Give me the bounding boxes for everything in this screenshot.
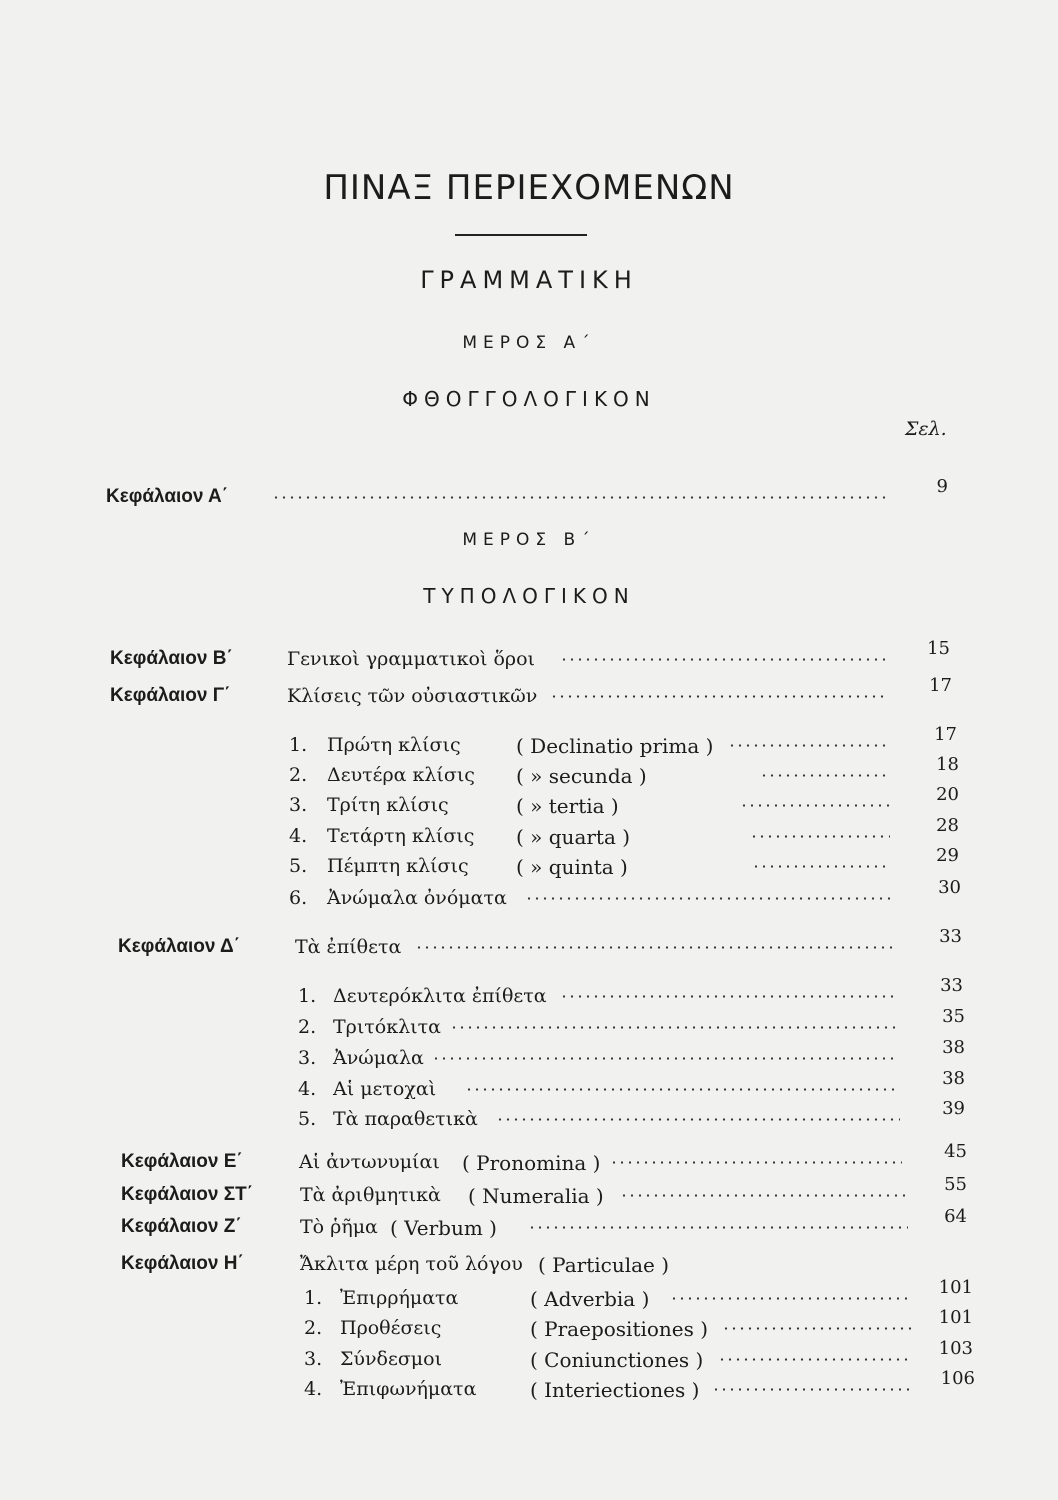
toc-row-chapter-z[interactable]: [0, 1206, 1058, 1246]
page-number: 64: [944, 1206, 967, 1227]
item-gloss: ( Coniunctiones ): [530, 1348, 704, 1372]
leader-dots: [432, 1057, 899, 1060]
leader-dots: [740, 804, 890, 807]
chapter-label: Κεφάλαιον ΣΤ΄: [121, 1184, 254, 1205]
leader-dots: [750, 835, 890, 838]
page-column-label: Σελ.: [905, 418, 947, 440]
leader-dots: [718, 1358, 912, 1361]
item-number: 4.: [289, 825, 308, 847]
item-number: 5.: [289, 855, 308, 877]
leader-dots: [620, 1194, 905, 1197]
item-title: Αἱ μετοχαὶ: [333, 1078, 437, 1100]
chapter-label: Κεφάλαιον Δ΄: [118, 936, 241, 957]
page-number: 38: [942, 1068, 965, 1089]
toc-row-chapter-e[interactable]: [0, 1141, 1058, 1181]
leader-dots: [722, 1327, 912, 1330]
item-gloss: ( Declinatio prima ): [516, 734, 714, 758]
chapter-label: Κεφάλαιον Η΄: [121, 1253, 244, 1274]
toc-row-chapter-g[interactable]: [0, 675, 1058, 715]
item-number: 1.: [289, 734, 308, 756]
toc-subrow[interactable]: [0, 1277, 1058, 1317]
leader-dots: [610, 1161, 902, 1164]
page-number: 9: [936, 476, 948, 497]
page-number: 103: [938, 1338, 973, 1359]
part-b-label: ΜΕΡΟΣ Β΄: [462, 530, 596, 550]
page-number: 33: [939, 926, 962, 947]
item-title: Ἀνώμαλα ὀνόματα: [327, 887, 507, 909]
chapter-gloss: ( Pronomina ): [462, 1151, 601, 1175]
item-number: 2.: [298, 1016, 317, 1038]
leader-dots: [450, 1026, 897, 1029]
toc-row-chapter-d[interactable]: [0, 926, 1058, 966]
item-title: Τριτόκλιτα: [333, 1016, 441, 1038]
page-title: ΠΙΝΑΞ ΠΕΡΙΕΧΟΜΕΝΩΝ: [323, 168, 735, 208]
leader-dots: [496, 1118, 900, 1121]
item-number: 4.: [304, 1378, 323, 1400]
page-number: 17: [934, 724, 957, 745]
page-number: 33: [940, 975, 963, 996]
page-number: 38: [942, 1037, 965, 1058]
toc-subrow[interactable]: [0, 784, 1058, 824]
toc-subrow[interactable]: [0, 877, 1058, 917]
page-number: 35: [942, 1006, 965, 1027]
part-a-section: ΦΘΟΓΓΟΛΟΓΙΚΟΝ: [402, 387, 656, 411]
leader-dots: [560, 658, 888, 661]
toc-subrow[interactable]: [0, 754, 1058, 794]
toc-row-chapter-h[interactable]: [0, 1253, 1058, 1283]
page-number: 106: [940, 1368, 975, 1389]
chapter-title: Ἄκλιτα μέρη τοῦ λόγου: [300, 1253, 523, 1275]
chapter-label: Κεφάλαιον Ζ΄: [121, 1216, 242, 1237]
chapter-title: Τὰ ἀριθμητικὰ: [300, 1184, 441, 1206]
chapter-label: Κεφάλαιον Γ΄: [110, 685, 231, 706]
item-title: Ἐπιφωνήματα: [340, 1378, 477, 1400]
item-title: Τρίτη κλίσις: [327, 794, 449, 816]
item-number: 3.: [298, 1047, 317, 1069]
item-title: Ἀνώμαλα: [333, 1047, 424, 1069]
page-number: 17: [929, 675, 952, 696]
toc-subrow[interactable]: [0, 845, 1058, 885]
chapter-title: Τὰ ἐπίθετα: [295, 936, 402, 958]
item-number: 5.: [298, 1108, 317, 1130]
item-gloss: ( Interiectiones ): [530, 1378, 700, 1402]
item-number: 2.: [289, 764, 308, 786]
item-number: 3.: [289, 794, 308, 816]
leader-dots: [752, 865, 890, 868]
page-number: 15: [927, 638, 950, 659]
toc-subrow[interactable]: [0, 1068, 1058, 1108]
item-title: Σύνδεσμοι: [340, 1348, 443, 1370]
chapter-label: Κεφάλαιον Β΄: [110, 648, 233, 669]
chapter-gloss: ( Numeralia ): [468, 1184, 604, 1208]
item-title: Δευτέρα κλίσις: [327, 764, 475, 786]
item-gloss: ( » secunda ): [516, 764, 647, 788]
toc-subrow[interactable]: [0, 1006, 1058, 1046]
leader-dots: [272, 496, 888, 499]
item-gloss: ( » tertia ): [516, 794, 619, 818]
page-number: 28: [936, 815, 959, 836]
page-number: 45: [944, 1141, 967, 1162]
chapter-gloss: ( Particulae ): [538, 1253, 670, 1277]
page-number: 101: [938, 1307, 973, 1328]
part-b-section: ΤΥΠΟΛΟΓΙΚΟΝ: [423, 584, 635, 608]
toc-row-chapter-st[interactable]: [0, 1174, 1058, 1214]
chapter-title: Αἱ ἀντωνυμίαι: [299, 1151, 440, 1173]
page-number: 55: [944, 1174, 967, 1195]
item-gloss: ( » quarta ): [516, 825, 631, 849]
page-number: 20: [936, 784, 959, 805]
leader-dots: [550, 695, 888, 698]
leader-dots: [525, 897, 890, 900]
subtitle: ΓΡΑΜΜΑΤΙΚΗ: [420, 266, 638, 294]
item-title: Τετάρτη κλίσις: [327, 825, 475, 847]
item-number: 2.: [304, 1317, 323, 1339]
toc-subrow[interactable]: [0, 1098, 1058, 1138]
toc-subrow[interactable]: [0, 1037, 1058, 1077]
toc-subrow[interactable]: [0, 975, 1058, 1015]
item-number: 4.: [298, 1078, 317, 1100]
item-gloss: ( Praepositiones ): [530, 1317, 709, 1341]
leader-dots: [670, 1297, 910, 1300]
part-a-label: ΜΕΡΟΣ Α΄: [462, 333, 596, 353]
item-title: Πρώτη κλίσις: [327, 734, 461, 756]
item-gloss: ( Adverbia ): [530, 1287, 650, 1311]
leader-dots: [528, 1226, 908, 1229]
chapter-gloss: ( Verbum ): [390, 1216, 497, 1240]
item-title: Τὰ παραθετικὰ: [333, 1108, 478, 1130]
chapter-label: Κεφάλαιον Ε΄: [121, 1151, 243, 1172]
page-number: 39: [942, 1098, 965, 1119]
item-number: 3.: [304, 1348, 323, 1370]
page-number: 18: [936, 754, 959, 775]
item-title: Πέμπτη κλίσις: [327, 855, 469, 877]
toc-row-chapter-b[interactable]: [0, 638, 1058, 678]
leader-dots: [560, 995, 895, 998]
leader-dots: [712, 1388, 912, 1391]
page-number: 101: [938, 1277, 973, 1298]
leader-dots: [760, 774, 890, 777]
item-title: Ἐπιρρήματα: [340, 1287, 459, 1309]
toc-row-chapter-a[interactable]: [0, 476, 1058, 516]
chapter-label: Κεφάλαιον Α΄: [106, 486, 229, 507]
chapter-title: Τὸ ῥῆμα: [300, 1216, 378, 1238]
item-number: 6.: [289, 887, 308, 909]
toc-subrow[interactable]: [0, 1307, 1058, 1347]
toc-subrow[interactable]: [0, 724, 1058, 764]
page-number: 29: [936, 845, 959, 866]
toc-subrow[interactable]: [0, 1338, 1058, 1378]
title-rule: [455, 234, 587, 236]
toc-subrow[interactable]: [0, 1368, 1058, 1408]
item-title: Δευτερόκλιτα ἐπίθετα: [333, 985, 547, 1007]
item-gloss: ( » quinta ): [516, 855, 628, 879]
chapter-title: Γενικοὶ γραμματικοὶ ὅροι: [287, 648, 535, 670]
item-number: 1.: [304, 1287, 323, 1309]
leader-dots: [465, 1088, 899, 1091]
leader-dots: [415, 946, 895, 949]
leader-dots: [728, 744, 888, 747]
chapter-title: Κλίσεις τῶν οὐσιαστικῶν: [287, 685, 538, 707]
toc-subrow[interactable]: [0, 815, 1058, 855]
page-number: 30: [938, 877, 961, 898]
item-title: Προθέσεις: [340, 1317, 442, 1339]
item-number: 1.: [298, 985, 317, 1007]
